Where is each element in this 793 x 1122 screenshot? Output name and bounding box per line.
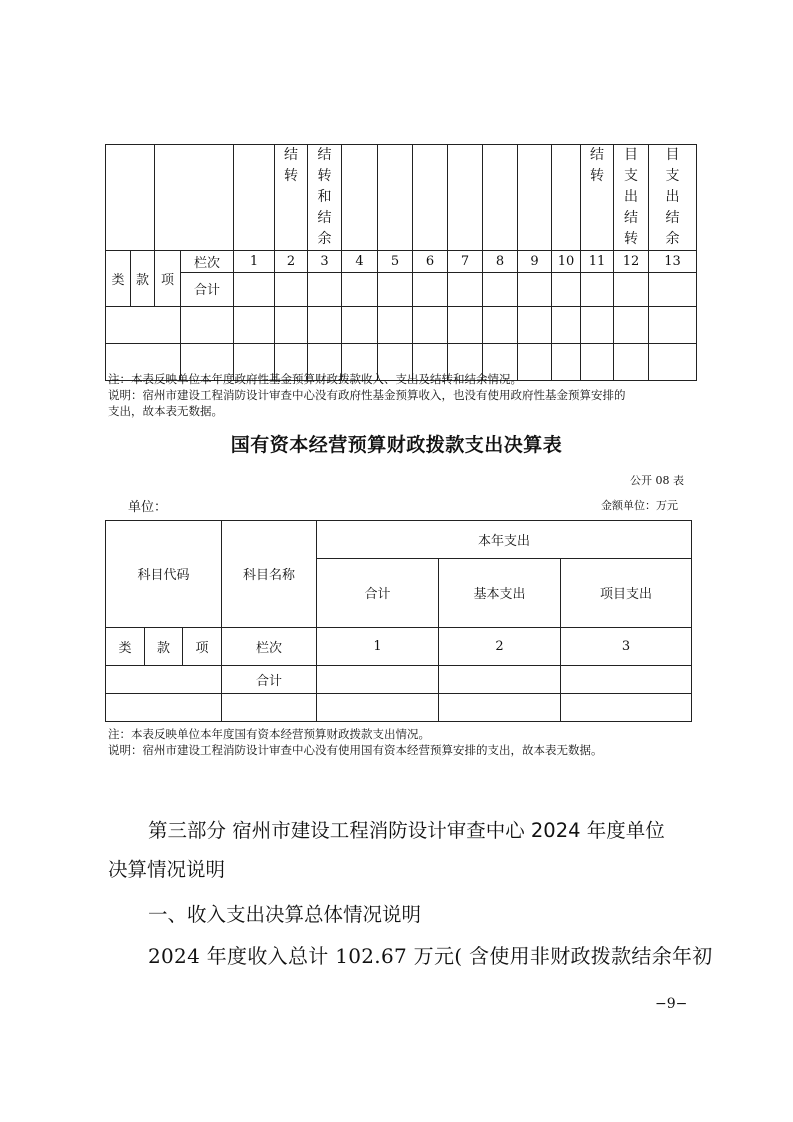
col-num-7: 7 [448, 251, 483, 273]
col-num-3: 3 [561, 627, 692, 665]
section-subheading: 一、收入支出决算总体情况说明 [148, 903, 422, 926]
header-cell-3: 结转和结余 [308, 145, 342, 251]
note1-line1: 注：本表反映单位本年度政府性基金预算财政拨款收入、支出及结转和结余情况。 [108, 372, 522, 386]
col-num-2: 2 [439, 627, 561, 665]
col-num-10: 10 [552, 251, 581, 273]
header-cell-4 [342, 145, 378, 251]
col-num-4: 4 [342, 251, 378, 273]
note1-line2: 说明：宿州市建设工程消防设计审查中心没有政府性基金预算收入，也没有使用政府性基金预算安排的 [108, 388, 626, 402]
section-heading-line1: 第三部分 宿州市建设工程消防设计审查中心 2024 年度单位 [148, 819, 665, 842]
table2-title: 国有资本经营预算财政拨款支出决算表 [230, 434, 563, 456]
year-expense-header: 本年支出 [317, 521, 692, 559]
kuan-cell: 款 [131, 251, 155, 307]
total-label-cell: 合计 [222, 665, 317, 693]
header-cell-8 [483, 145, 518, 251]
note2-line2: 说明：宿州市建设工程消防设计审查中心没有使用国有资本经营预算安排的支出，故本表无数据。 [108, 743, 603, 757]
col-label-cell: 栏次 [222, 627, 317, 665]
header-blank-cell [155, 145, 234, 251]
header-cell-9 [518, 145, 552, 251]
empty-row-cell [106, 307, 181, 344]
header-cell-2: 结转 [275, 145, 308, 251]
col-num-11: 11 [581, 251, 614, 273]
col-num-1: 1 [317, 627, 439, 665]
page-number: −9− [655, 996, 688, 1012]
kuan-cell: 款 [145, 627, 183, 665]
amount-unit: 金额单位：万元 [601, 499, 678, 512]
header-cell-13: 目支出结余 [649, 145, 697, 251]
header-cell-11: 结转 [581, 145, 614, 251]
header-cell-10 [552, 145, 581, 251]
lei-cell: 类 [106, 251, 131, 307]
sub-header-project: 项目支出 [561, 559, 692, 627]
table2-code: 公开 08 表 [630, 474, 684, 487]
note2-line1: 注：本表反映单位本年度国有资本经营预算财政拨款支出情况。 [108, 727, 430, 741]
note1-line3: 支出，故本表无数据。 [108, 404, 223, 418]
total-label-cell: 合计 [181, 273, 234, 307]
sub-header-basic: 基本支出 [439, 559, 561, 627]
header-blank-cell [106, 145, 155, 251]
col-num-5: 5 [378, 251, 413, 273]
col-label-cell: 栏次 [181, 251, 234, 273]
col-num-2: 2 [275, 251, 308, 273]
section-paragraph: 2024 年度收入总计 102.67 万元( 含使用非财政拨款结余年初 [148, 944, 713, 968]
col-num-1: 1 [234, 251, 275, 273]
col-num-8: 8 [483, 251, 518, 273]
header-cell-5 [378, 145, 413, 251]
unit-label: 单位： [128, 500, 168, 515]
lei-cell: 类 [106, 627, 145, 665]
xiang-cell: 项 [155, 251, 181, 307]
col-num-6: 6 [413, 251, 448, 273]
section-heading-line2: 决算情况说明 [108, 858, 226, 881]
sub-header-total: 合计 [317, 559, 439, 627]
state-capital-table [105, 520, 692, 722]
col-num-9: 9 [518, 251, 552, 273]
header-cell-12: 目支出结转 [614, 145, 649, 251]
col-num-3: 3 [308, 251, 342, 273]
col-num-13: 13 [649, 251, 697, 273]
xiang-cell: 项 [183, 627, 222, 665]
code-header: 科目代码 [106, 521, 222, 628]
header-cell-7 [448, 145, 483, 251]
header-cell-1 [234, 145, 275, 251]
name-header: 科目名称 [222, 521, 317, 628]
government-fund-table [105, 144, 697, 381]
col-num-12: 12 [614, 251, 649, 273]
header-cell-6 [413, 145, 448, 251]
